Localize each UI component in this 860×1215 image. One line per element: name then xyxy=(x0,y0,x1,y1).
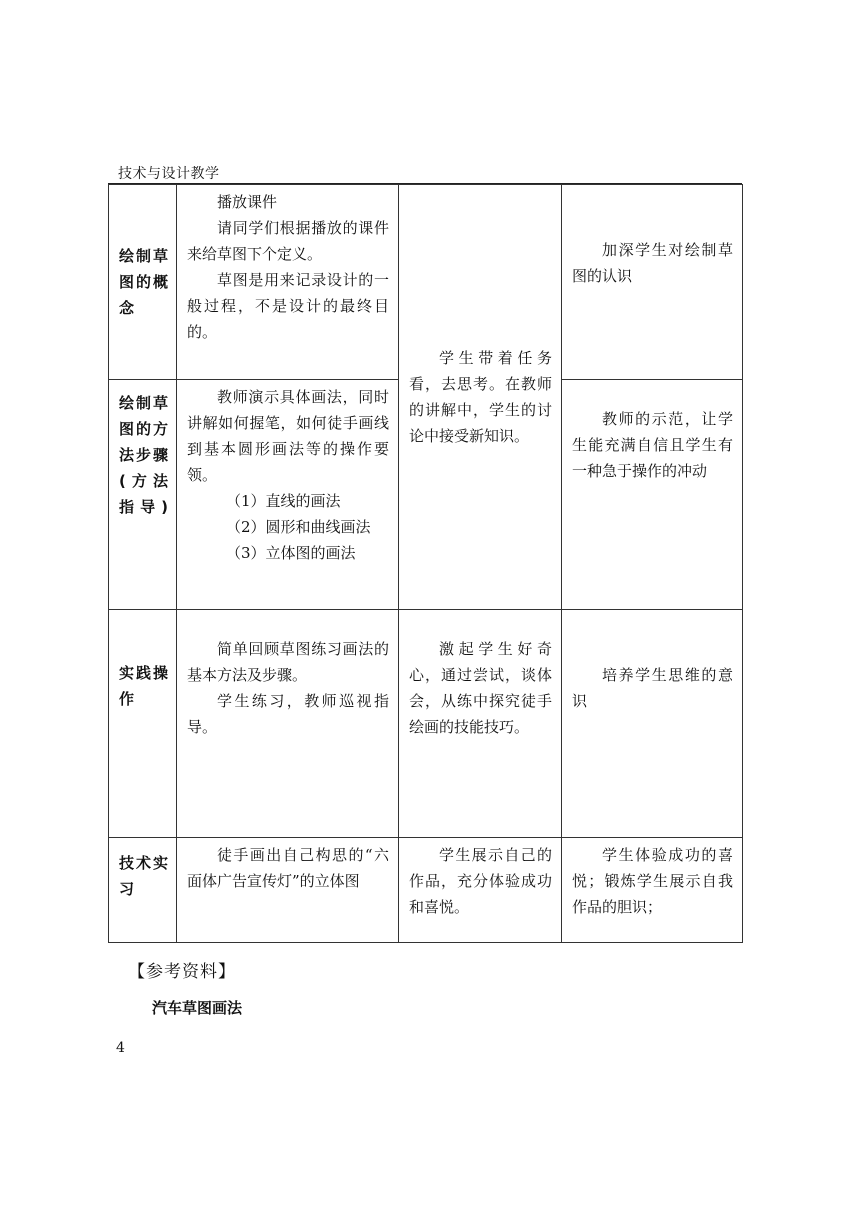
teacher-activity-text: 学生练习，教师巡视指导。 xyxy=(187,692,389,736)
design-intent-cell xyxy=(562,610,743,838)
teacher-activity-cell xyxy=(177,610,399,838)
reference-item: 汽车草图画法 xyxy=(152,999,243,1017)
design-intent-text: 培养学生思维的意识 xyxy=(572,666,733,710)
design-intent-cell xyxy=(562,838,743,943)
method-item: （1）直线的画法 xyxy=(226,492,341,510)
running-header: 技术与设计教学 xyxy=(118,166,220,182)
table-row xyxy=(109,610,743,838)
method-item: （3）立体图的画法 xyxy=(226,544,356,562)
teacher-activity-text: 草图是用来记录设计的一般过程，不是设计的最终目的。 xyxy=(187,271,389,341)
teacher-activity-text: 简单回顾草图练习画法的基本方法及步骤。 xyxy=(187,640,389,684)
design-intent-cell xyxy=(562,380,743,610)
student-activity-text: 学生带着任务看，去思考。在教师的讲解中，学生的讨论中接受新知识。 xyxy=(409,349,552,445)
reference-heading: 【参考资料】 xyxy=(128,962,236,982)
design-intent-text: 加深学生对绘制草图的认识 xyxy=(572,241,733,285)
table-row xyxy=(109,185,743,380)
teacher-activity-cell xyxy=(177,380,399,610)
stage-label: 绘制草图的方法步骤(方法指导) xyxy=(109,380,177,610)
student-activity-cell xyxy=(399,185,562,610)
method-item: （2）圆形和曲线画法 xyxy=(226,518,371,536)
stage-label: 绘制草图的概念 xyxy=(109,185,177,380)
design-intent-text: 教师的示范，让学生能充满自信且学生有一种急于操作的冲动 xyxy=(572,410,733,480)
teacher-activity-cell xyxy=(177,838,399,943)
teacher-activity-text: 请同学们根据播放的课件来给草图下个定义。 xyxy=(187,219,389,263)
design-intent-cell xyxy=(562,185,743,380)
teacher-activity-text: 徒手画出自己构思的“六面体广告宣传灯”的立体图 xyxy=(187,846,389,890)
teacher-activity-text: 播放课件 xyxy=(217,193,278,211)
lesson-plan-table xyxy=(108,184,743,943)
stage-label: 技术实习 xyxy=(109,838,177,943)
student-activity-text: 学生展示自己的作品，充分体验成功和喜悦。 xyxy=(409,846,552,916)
stage-label: 实践操作 xyxy=(109,610,177,838)
teacher-activity-cell xyxy=(177,185,399,380)
student-activity-cell xyxy=(399,838,562,943)
teacher-activity-text: 教师演示具体画法，同时讲解如何握笔，如何徒手画线到基本圆形画法等的操作要领。 xyxy=(187,388,389,484)
student-activity-cell xyxy=(399,610,562,838)
table-row xyxy=(109,838,743,943)
student-activity-text: 激起学生好奇心，通过尝试，谈体会，从练中探究徒手绘画的技能技巧。 xyxy=(409,640,552,736)
page-number: 4 xyxy=(116,1040,125,1056)
design-intent-text: 学生体验成功的喜悦；锻炼学生展示自我作品的胆识； xyxy=(572,846,733,916)
